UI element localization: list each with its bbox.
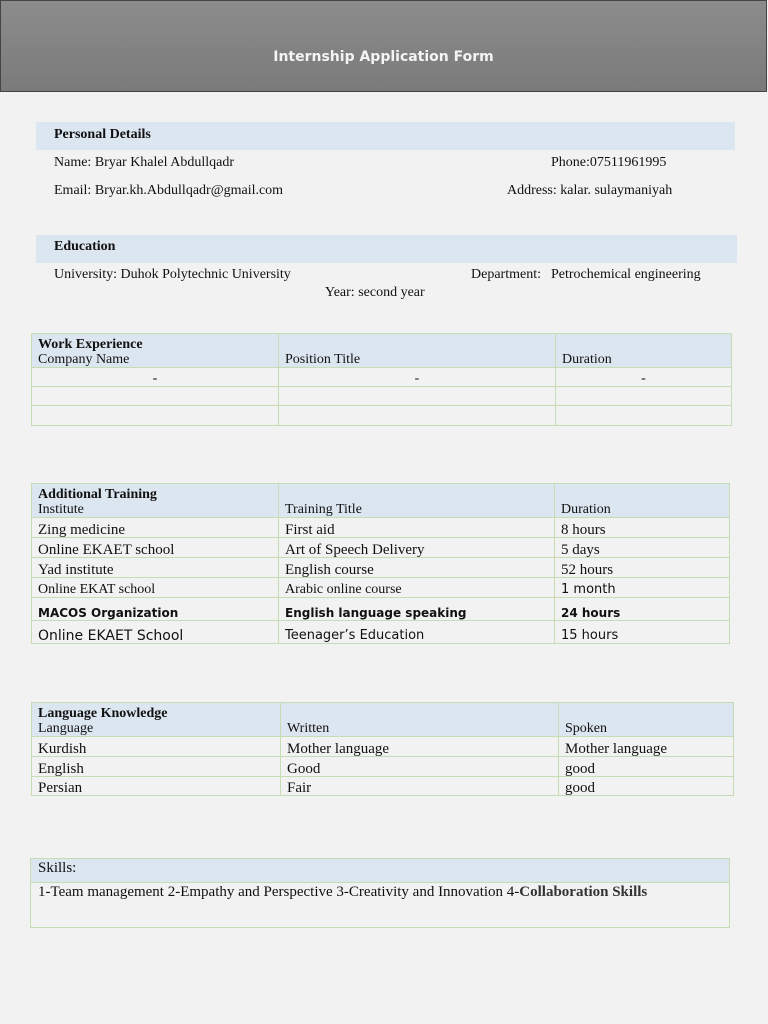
table-cell [279,387,556,406]
table-cell: - [279,368,556,387]
table-cell [556,387,732,406]
table-row [32,777,734,796]
table-cell: 8 hours [555,518,730,538]
table-cell: Arabic online course [279,578,555,598]
table-cell: Mother language [281,737,559,757]
table-row [32,558,730,578]
additional-training-table [31,483,730,644]
table-row [32,578,730,598]
table-cell: good [559,757,734,777]
table-cell: good [559,777,734,796]
header-cell [32,334,279,368]
education-heading: Education [54,239,116,254]
additional-training-heading: Additional Training [38,487,157,502]
table-cell: English language speaking [279,598,555,621]
skills-section [30,858,730,928]
skills-header [31,859,729,883]
table-cell: First aid [279,518,555,538]
education-year: Year: second year [325,285,425,300]
language-knowledge-table [31,702,734,796]
table-cell [32,406,279,426]
work-experience-table [31,333,732,426]
table-header-row [32,703,734,737]
table-cell: 5 days [555,538,730,558]
table-cell: MACOS Organization [32,598,279,621]
skills-list [38,884,647,901]
table-cell: Zing medicine [32,518,279,538]
applicant-name: Name: Bryar Khalel Abdullqadr [54,155,235,170]
table-cell: 52 hours [555,558,730,578]
table-row [32,621,730,644]
table-cell: - [32,368,279,387]
table-row [32,387,732,406]
education-department-label: Department: [471,267,541,282]
table-header-row [32,484,730,518]
column-header: Company Name [38,352,130,367]
table-cell: Good [281,757,559,777]
table-cell: 24 hours [555,598,730,621]
column-header: Duration [556,334,732,368]
personal-details-heading: Personal Details [54,127,151,142]
skills-heading: Skills: [38,860,77,876]
form-title: Internship Application Form [273,49,494,65]
table-cell: Art of Speech Delivery [279,538,555,558]
table-cell: Online EKAET school [32,538,279,558]
education-university: University: Duhok Polytechnic University [54,267,291,282]
table-cell: Teenager’s Education [279,621,555,644]
table-cell: Online EKAET School [32,621,279,644]
table-cell: Yad institute [32,558,279,578]
table-row [32,368,732,387]
column-header: Written [281,703,559,737]
applicant-email: Email: Bryar.kh.Abdullqadr@gmail.com [54,183,284,198]
table-cell: 15 hours [555,621,730,644]
table-row [32,406,732,426]
table-cell: Fair [281,777,559,796]
table-cell: Persian [32,777,281,796]
column-header: Spoken [559,703,734,737]
table-cell: Mother language [559,737,734,757]
table-row [32,538,730,558]
skills-items: 1-Team management 2-Empathy and Perspective 3-Creativity and Innovation 4- [38,884,520,900]
header-cell [32,484,279,518]
table-row [32,737,734,757]
applicant-phone: Phone:07511961995 [551,155,667,170]
table-cell [556,406,732,426]
table-cell: English [32,757,281,777]
table-header-row [32,334,732,368]
column-header: Training Title [279,484,555,518]
language-knowledge-heading: Language Knowledge [38,706,168,721]
column-header: Position Title [279,334,556,368]
column-header: Language [38,721,94,736]
table-cell: Kurdish [32,737,281,757]
table-cell [279,406,556,426]
table-cell: English course [279,558,555,578]
header-cell [32,703,281,737]
table-row [32,518,730,538]
education-header [36,235,737,263]
table-cell [32,387,279,406]
applicant-address: Address: kalar. sulaymaniyah [507,183,673,198]
column-header: Duration [555,484,730,518]
table-cell: 1 month [555,578,730,598]
table-cell: - [556,368,732,387]
work-experience-heading: Work Experience [38,337,143,352]
table-row [32,598,730,621]
education-department-value: Petrochemical engineering [551,267,701,282]
column-header: Institute [38,502,84,517]
table-cell: Online EKAT school [32,578,279,598]
form-banner [0,0,767,92]
table-row [32,757,734,777]
skills-item-collaboration: Collaboration Skills [519,884,648,900]
